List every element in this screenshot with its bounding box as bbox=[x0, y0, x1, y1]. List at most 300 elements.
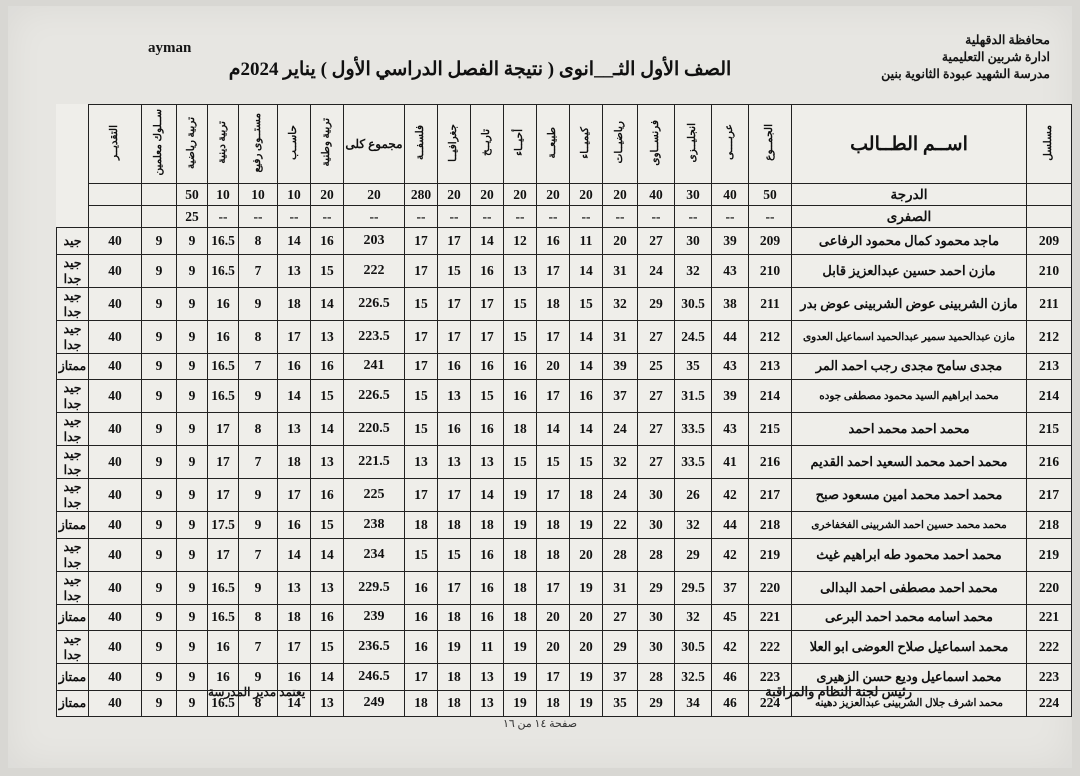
cell-history: 16 bbox=[471, 413, 504, 446]
max-geography: 20 bbox=[438, 184, 471, 206]
cell-biology: 19 bbox=[504, 690, 537, 717]
cell-arabic: 39 bbox=[712, 380, 749, 413]
cell-physics: 14 bbox=[537, 413, 570, 446]
cell-serial: 222 bbox=[1027, 631, 1072, 664]
cell-behave: 40 bbox=[89, 353, 142, 380]
governorate-line: محافظة الدقهلية bbox=[965, 33, 1050, 47]
cell-behave: 40 bbox=[89, 512, 142, 539]
min-computer: -- bbox=[278, 206, 311, 228]
max-activity: 10 bbox=[239, 184, 278, 206]
page-title-text: الصف الأول الثـ__انوى ( نتيجة الفصل الدراسي الأول ) يناير 2024م bbox=[228, 59, 732, 80]
cell-total-all: 220 bbox=[749, 571, 792, 604]
cell-history: 16 bbox=[471, 353, 504, 380]
cell-religion: 17 bbox=[208, 413, 239, 446]
cell-english: 32 bbox=[675, 512, 712, 539]
cell-serial: 217 bbox=[1027, 479, 1072, 512]
cell-arabic: 43 bbox=[712, 353, 749, 380]
cell-biology: 18 bbox=[504, 413, 537, 446]
directorate-line: ادارة شربين التعليمية bbox=[941, 50, 1050, 64]
cell-total-sub: 226.5 bbox=[344, 287, 405, 320]
cell-grade: ممتاز bbox=[57, 664, 89, 691]
cell-arabic: 43 bbox=[712, 254, 749, 287]
cell-chem: 20 bbox=[570, 604, 603, 631]
cell-total-sub: 222 bbox=[344, 254, 405, 287]
max-philosophy: 280 bbox=[405, 184, 438, 206]
cell-geography: 18 bbox=[438, 604, 471, 631]
cell-serial: 213 bbox=[1027, 353, 1072, 380]
cell-total-all: 212 bbox=[749, 320, 792, 353]
col-header-french: فرنســاوى bbox=[638, 105, 675, 184]
cell-music: 9 bbox=[177, 320, 208, 353]
cell-citizen: 14 bbox=[311, 413, 344, 446]
cell-math: 32 bbox=[603, 446, 638, 479]
cell-english: 34 bbox=[675, 690, 712, 717]
cell-total-sub: 241 bbox=[344, 353, 405, 380]
col-header-serial: مسلسل bbox=[1027, 105, 1072, 184]
cell-arabic: 42 bbox=[712, 538, 749, 571]
cell-name: محمد محمد حسين احمد الشربينى الفخفاخرى bbox=[792, 512, 1027, 539]
cell-physics: 20 bbox=[537, 604, 570, 631]
min-religion: -- bbox=[208, 206, 239, 228]
cell-citizen: 16 bbox=[311, 228, 344, 255]
cell-biology: 18 bbox=[504, 604, 537, 631]
cell-philosophy: 15 bbox=[405, 413, 438, 446]
cell-conduct: 9 bbox=[142, 571, 177, 604]
cell-english: 30 bbox=[675, 228, 712, 255]
cell-total-sub: 226.5 bbox=[344, 380, 405, 413]
table-body bbox=[57, 228, 1072, 717]
cell-grade: جيد جدا bbox=[57, 254, 89, 287]
cell-conduct: 9 bbox=[142, 413, 177, 446]
cell-conduct: 9 bbox=[142, 538, 177, 571]
cell-total-all: 215 bbox=[749, 413, 792, 446]
cell-computer: 13 bbox=[278, 413, 311, 446]
cell-religion: 16.5 bbox=[208, 604, 239, 631]
cell-religion: 16 bbox=[208, 664, 239, 691]
cell-grade: جيد جدا bbox=[57, 287, 89, 320]
cell-biology: 19 bbox=[504, 479, 537, 512]
cell-philosophy: 16 bbox=[405, 631, 438, 664]
cell-behave: 40 bbox=[89, 254, 142, 287]
cell-geography: 18 bbox=[438, 690, 471, 717]
cell-grade: جيد جدا bbox=[57, 538, 89, 571]
min-math: -- bbox=[603, 206, 638, 228]
cell-name: محمد احمد مصطفى احمد البدالى bbox=[792, 571, 1027, 604]
max-serial bbox=[1027, 184, 1072, 206]
cell-total-sub: 225 bbox=[344, 479, 405, 512]
max-total-all: 50 bbox=[749, 184, 792, 206]
cell-history: 16 bbox=[471, 571, 504, 604]
table-row bbox=[57, 413, 1072, 446]
cell-music: 9 bbox=[177, 631, 208, 664]
cell-conduct: 9 bbox=[142, 228, 177, 255]
table-row bbox=[57, 380, 1072, 413]
cell-behave: 40 bbox=[89, 380, 142, 413]
cell-philosophy: 16 bbox=[405, 571, 438, 604]
cell-behave: 40 bbox=[89, 538, 142, 571]
cell-english: 33.5 bbox=[675, 446, 712, 479]
cell-serial: 209 bbox=[1027, 228, 1072, 255]
cell-music: 9 bbox=[177, 353, 208, 380]
cell-total-all: 214 bbox=[749, 380, 792, 413]
cell-biology: 19 bbox=[504, 631, 537, 664]
cell-geography: 16 bbox=[438, 353, 471, 380]
cell-french: 29 bbox=[638, 287, 675, 320]
cell-computer: 13 bbox=[278, 571, 311, 604]
cell-math: 37 bbox=[603, 380, 638, 413]
cell-activity: 7 bbox=[239, 446, 278, 479]
cell-philosophy: 15 bbox=[405, 287, 438, 320]
cell-religion: 16.5 bbox=[208, 571, 239, 604]
cell-computer: 17 bbox=[278, 320, 311, 353]
max-religion: 10 bbox=[208, 184, 239, 206]
cell-behave: 40 bbox=[89, 690, 142, 717]
cell-citizen: 14 bbox=[311, 287, 344, 320]
cell-total-sub: 236.5 bbox=[344, 631, 405, 664]
cell-activity: 9 bbox=[239, 287, 278, 320]
cell-math: 31 bbox=[603, 320, 638, 353]
table-head bbox=[57, 105, 1072, 228]
table-row bbox=[57, 571, 1072, 604]
max-math: 20 bbox=[603, 184, 638, 206]
cell-history: 15 bbox=[471, 380, 504, 413]
cell-french: 27 bbox=[638, 320, 675, 353]
cell-french: 28 bbox=[638, 538, 675, 571]
max-computer: 10 bbox=[278, 184, 311, 206]
cell-serial: 224 bbox=[1027, 690, 1072, 717]
cell-geography: 16 bbox=[438, 413, 471, 446]
cell-french: 27 bbox=[638, 413, 675, 446]
cell-french: 30 bbox=[638, 604, 675, 631]
table-row bbox=[57, 446, 1072, 479]
cell-philosophy: 16 bbox=[405, 604, 438, 631]
cell-french: 27 bbox=[638, 380, 675, 413]
cell-history: 17 bbox=[471, 320, 504, 353]
cell-math: 35 bbox=[603, 690, 638, 717]
cell-citizen: 13 bbox=[311, 690, 344, 717]
result-sheet bbox=[8, 6, 1072, 768]
cell-behave: 40 bbox=[89, 287, 142, 320]
cell-activity: 8 bbox=[239, 690, 278, 717]
cell-music: 9 bbox=[177, 413, 208, 446]
cell-math: 37 bbox=[603, 664, 638, 691]
cell-name: محمد اسامه محمد احمد البرعى bbox=[792, 604, 1027, 631]
cell-arabic: 37 bbox=[712, 571, 749, 604]
cell-conduct: 9 bbox=[142, 604, 177, 631]
cell-behave: 40 bbox=[89, 479, 142, 512]
cell-history: 16 bbox=[471, 604, 504, 631]
cell-name: مازن عبدالحميد سمير عبدالحميد اسماعيل العدوى bbox=[792, 320, 1027, 353]
cell-geography: 17 bbox=[438, 571, 471, 604]
cell-activity: 7 bbox=[239, 631, 278, 664]
cell-total-all: 217 bbox=[749, 479, 792, 512]
min-serial bbox=[1027, 206, 1072, 228]
cell-serial: 218 bbox=[1027, 512, 1072, 539]
cell-french: 27 bbox=[638, 228, 675, 255]
cell-history: 14 bbox=[471, 228, 504, 255]
cell-computer: 13 bbox=[278, 254, 311, 287]
cell-religion: 17 bbox=[208, 538, 239, 571]
min-philosophy: -- bbox=[405, 206, 438, 228]
cell-arabic: 46 bbox=[712, 664, 749, 691]
cell-name: محمد اسماعيل صلاح العوضى ابو العلا bbox=[792, 631, 1027, 664]
cell-grade: جيد جدا bbox=[57, 631, 89, 664]
table-row bbox=[57, 538, 1072, 571]
cell-philosophy: 15 bbox=[405, 538, 438, 571]
cell-music: 9 bbox=[177, 446, 208, 479]
min-history: -- bbox=[471, 206, 504, 228]
cell-french: 30 bbox=[638, 479, 675, 512]
cell-behave: 40 bbox=[89, 631, 142, 664]
cell-chem: 14 bbox=[570, 320, 603, 353]
cell-activity: 7 bbox=[239, 538, 278, 571]
cell-serial: 211 bbox=[1027, 287, 1072, 320]
cell-philosophy: 17 bbox=[405, 353, 438, 380]
cell-behave: 40 bbox=[89, 320, 142, 353]
cell-english: 33.5 bbox=[675, 413, 712, 446]
cell-total-sub: 203 bbox=[344, 228, 405, 255]
cell-physics: 18 bbox=[537, 287, 570, 320]
cell-math: 20 bbox=[603, 228, 638, 255]
cell-chem: 19 bbox=[570, 690, 603, 717]
cell-arabic: 39 bbox=[712, 228, 749, 255]
school-line: مدرسة الشهيد عبودة الثانوية بنين bbox=[881, 67, 1050, 81]
cell-grade: جيد جدا bbox=[57, 479, 89, 512]
min-label: الصفرى bbox=[792, 206, 1027, 228]
min-conduct bbox=[142, 206, 177, 228]
cell-grade: جيد جدا bbox=[57, 320, 89, 353]
cell-arabic: 43 bbox=[712, 413, 749, 446]
max-conduct bbox=[142, 184, 177, 206]
cell-math: 24 bbox=[603, 413, 638, 446]
cell-chem: 19 bbox=[570, 571, 603, 604]
cell-computer: 14 bbox=[278, 380, 311, 413]
cell-grade: ممتاز bbox=[57, 353, 89, 380]
cell-physics: 18 bbox=[537, 690, 570, 717]
cell-chem: 19 bbox=[570, 512, 603, 539]
cell-total-all: 218 bbox=[749, 512, 792, 539]
col-header-history: تاريــخ bbox=[471, 105, 504, 184]
cell-philosophy: 17 bbox=[405, 479, 438, 512]
min-activity: -- bbox=[239, 206, 278, 228]
cell-religion: 16 bbox=[208, 631, 239, 664]
cell-citizen: 15 bbox=[311, 512, 344, 539]
cell-history: 11 bbox=[471, 631, 504, 664]
cell-history: 16 bbox=[471, 538, 504, 571]
max-music: 50 bbox=[177, 184, 208, 206]
cell-math: 31 bbox=[603, 254, 638, 287]
cell-total-sub: 238 bbox=[344, 512, 405, 539]
max-total-sub: 20 bbox=[344, 184, 405, 206]
cell-citizen: 13 bbox=[311, 446, 344, 479]
cell-name: محمد احمد محمود طه ابراهيم غيث bbox=[792, 538, 1027, 571]
max-chem: 20 bbox=[570, 184, 603, 206]
cell-math: 29 bbox=[603, 631, 638, 664]
cell-english: 32 bbox=[675, 254, 712, 287]
col-header-music: تربية رياضية bbox=[177, 105, 208, 184]
cell-english: 30.5 bbox=[675, 631, 712, 664]
cell-computer: 16 bbox=[278, 664, 311, 691]
cell-chem: 16 bbox=[570, 380, 603, 413]
cell-math: 27 bbox=[603, 604, 638, 631]
cell-name: محمد اشرف جلال الشربينى عبدالعزيز دهينه bbox=[792, 690, 1027, 717]
cell-physics: 17 bbox=[537, 479, 570, 512]
cell-physics: 20 bbox=[537, 353, 570, 380]
cell-citizen: 15 bbox=[311, 631, 344, 664]
cell-conduct: 9 bbox=[142, 512, 177, 539]
cell-math: 31 bbox=[603, 571, 638, 604]
cell-biology: 16 bbox=[504, 353, 537, 380]
cell-arabic: 42 bbox=[712, 631, 749, 664]
cell-citizen: 16 bbox=[311, 479, 344, 512]
cell-conduct: 9 bbox=[142, 446, 177, 479]
cell-chem: 14 bbox=[570, 353, 603, 380]
cell-arabic: 44 bbox=[712, 320, 749, 353]
min-total-sub: -- bbox=[344, 206, 405, 228]
min-chem: -- bbox=[570, 206, 603, 228]
cell-physics: 18 bbox=[537, 512, 570, 539]
cell-religion: 16.5 bbox=[208, 353, 239, 380]
cell-math: 24 bbox=[603, 479, 638, 512]
cell-geography: 19 bbox=[438, 631, 471, 664]
cell-biology: 15 bbox=[504, 320, 537, 353]
cell-name: محمد اسماعيل وديع حسن الزهيرى bbox=[792, 664, 1027, 691]
cell-music: 9 bbox=[177, 380, 208, 413]
max-history: 20 bbox=[471, 184, 504, 206]
cell-biology: 19 bbox=[504, 664, 537, 691]
cell-behave: 40 bbox=[89, 604, 142, 631]
cell-french: 30 bbox=[638, 512, 675, 539]
cell-physics: 20 bbox=[537, 631, 570, 664]
cell-biology: 13 bbox=[504, 254, 537, 287]
cell-philosophy: 17 bbox=[405, 320, 438, 353]
cell-music: 9 bbox=[177, 512, 208, 539]
cell-citizen: 13 bbox=[311, 320, 344, 353]
cell-music: 9 bbox=[177, 538, 208, 571]
cell-philosophy: 18 bbox=[405, 690, 438, 717]
cell-computer: 17 bbox=[278, 631, 311, 664]
cell-geography: 17 bbox=[438, 320, 471, 353]
cell-chem: 20 bbox=[570, 631, 603, 664]
cell-religion: 16.5 bbox=[208, 690, 239, 717]
cell-serial: 214 bbox=[1027, 380, 1072, 413]
cell-biology: 15 bbox=[504, 287, 537, 320]
cell-biology: 18 bbox=[504, 538, 537, 571]
cell-total-sub: 234 bbox=[344, 538, 405, 571]
cell-computer: 18 bbox=[278, 287, 311, 320]
cell-physics: 17 bbox=[537, 380, 570, 413]
results-table bbox=[56, 104, 1072, 717]
cell-serial: 212 bbox=[1027, 320, 1072, 353]
cell-total-sub: 239 bbox=[344, 604, 405, 631]
cell-behave: 40 bbox=[89, 664, 142, 691]
cell-music: 9 bbox=[177, 571, 208, 604]
cell-conduct: 9 bbox=[142, 631, 177, 664]
cell-physics: 17 bbox=[537, 254, 570, 287]
cell-french: 28 bbox=[638, 664, 675, 691]
cell-music: 9 bbox=[177, 254, 208, 287]
cell-philosophy: 18 bbox=[405, 512, 438, 539]
cell-philosophy: 15 bbox=[405, 380, 438, 413]
col-header-arabic: عربــــى bbox=[712, 105, 749, 184]
cell-total-all: 224 bbox=[749, 690, 792, 717]
cell-grade: جيد جدا bbox=[57, 413, 89, 446]
cell-serial: 220 bbox=[1027, 571, 1072, 604]
cell-english: 30.5 bbox=[675, 287, 712, 320]
cell-conduct: 9 bbox=[142, 254, 177, 287]
col-header-total-sub: مجموع كلى bbox=[344, 105, 405, 184]
cell-music: 9 bbox=[177, 287, 208, 320]
cell-computer: 14 bbox=[278, 538, 311, 571]
cell-citizen: 16 bbox=[311, 604, 344, 631]
cell-english: 31.5 bbox=[675, 380, 712, 413]
cell-religion: 16.5 bbox=[208, 228, 239, 255]
cell-religion: 17 bbox=[208, 446, 239, 479]
cell-name: مجدى سامح مجدى رجب احمد المر bbox=[792, 353, 1027, 380]
page-title bbox=[8, 58, 1072, 81]
cell-activity: 9 bbox=[239, 512, 278, 539]
cell-computer: 18 bbox=[278, 604, 311, 631]
cell-music: 9 bbox=[177, 479, 208, 512]
cell-activity: 8 bbox=[239, 320, 278, 353]
cell-grade: جيد جدا bbox=[57, 380, 89, 413]
cell-geography: 15 bbox=[438, 254, 471, 287]
cell-activity: 7 bbox=[239, 254, 278, 287]
cell-english: 29 bbox=[675, 538, 712, 571]
cell-french: 29 bbox=[638, 690, 675, 717]
cell-arabic: 44 bbox=[712, 512, 749, 539]
cell-music: 9 bbox=[177, 604, 208, 631]
cell-geography: 18 bbox=[438, 512, 471, 539]
footer-page-number: صفحة ١٤ من ١٦ bbox=[502, 718, 578, 730]
table-row bbox=[57, 479, 1072, 512]
cell-conduct: 9 bbox=[142, 690, 177, 717]
cell-physics: 17 bbox=[537, 571, 570, 604]
table-header-row bbox=[57, 105, 1072, 184]
cell-computer: 16 bbox=[278, 353, 311, 380]
cell-grade: جيد جدا bbox=[57, 571, 89, 604]
table-row bbox=[57, 287, 1072, 320]
cell-conduct: 9 bbox=[142, 320, 177, 353]
cell-history: 14 bbox=[471, 479, 504, 512]
cell-grade: ممتاز bbox=[57, 690, 89, 717]
cell-physics: 17 bbox=[537, 664, 570, 691]
max-physics: 20 bbox=[537, 184, 570, 206]
cell-computer: 14 bbox=[278, 690, 311, 717]
cell-total-all: 213 bbox=[749, 353, 792, 380]
cell-geography: 13 bbox=[438, 380, 471, 413]
min-geography: -- bbox=[438, 206, 471, 228]
cell-behave: 40 bbox=[89, 446, 142, 479]
col-header-philosophy: فلسفــة bbox=[405, 105, 438, 184]
max-french: 40 bbox=[638, 184, 675, 206]
min-music: 25 bbox=[177, 206, 208, 228]
cell-name: محمد احمد محمد السعيد احمد القديم bbox=[792, 446, 1027, 479]
min-arabic: -- bbox=[712, 206, 749, 228]
min-physics: -- bbox=[537, 206, 570, 228]
col-header-physics: طبيعــة bbox=[537, 105, 570, 184]
cell-geography: 15 bbox=[438, 538, 471, 571]
min-french: -- bbox=[638, 206, 675, 228]
cell-french: 25 bbox=[638, 353, 675, 380]
degree-label: الدرجة bbox=[792, 184, 1027, 206]
col-header-computer: حاســب bbox=[278, 105, 311, 184]
min-grade bbox=[89, 206, 142, 228]
col-header-english: انجليــزى bbox=[675, 105, 712, 184]
cell-computer: 14 bbox=[278, 228, 311, 255]
cell-history: 18 bbox=[471, 512, 504, 539]
cell-activity: 9 bbox=[239, 479, 278, 512]
